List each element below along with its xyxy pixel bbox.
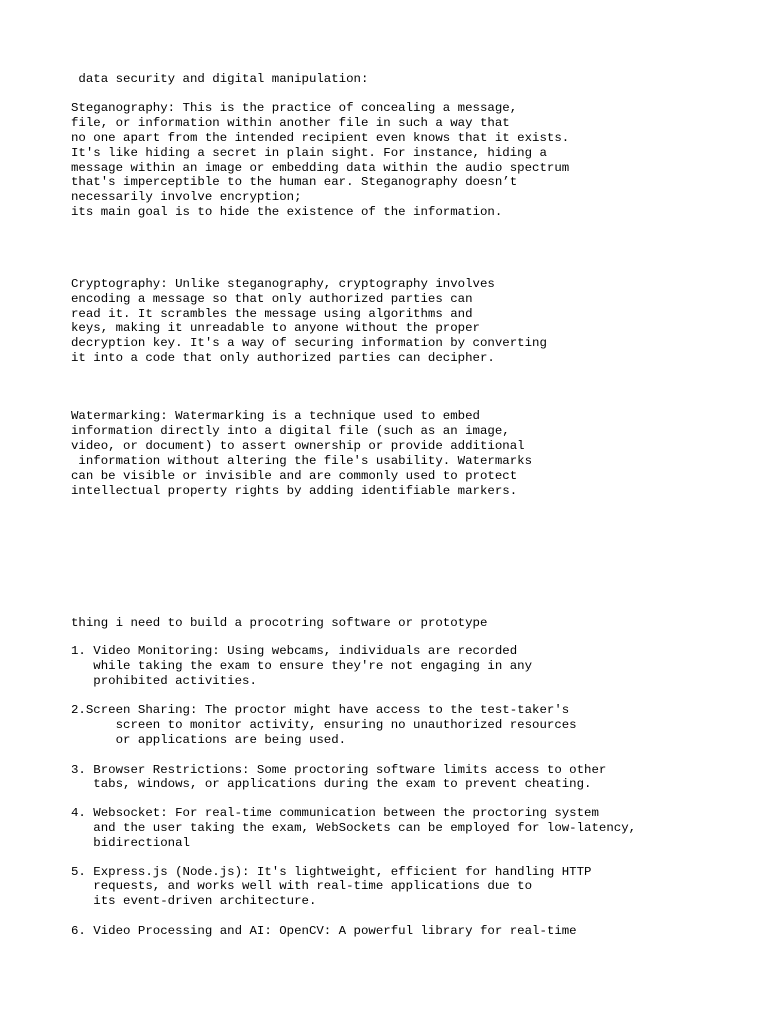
watermarking-line: video, or document) to assert ownership or provide additional <box>71 439 525 453</box>
steganography-line: no one apart from the intended recipient even knows that it exists. <box>71 131 570 145</box>
list-item-line: 2.Screen Sharing: The proctor might have access to the test-taker's <box>71 703 570 717</box>
list-item-line: 5. Express.js (Node.js): It's lightweight, efficient for handling HTTP <box>71 865 592 879</box>
proctoring-heading: thing i need to build a procotring software or prototype <box>71 616 488 630</box>
steganography-line: file, or information within another file in such a way that <box>71 116 510 130</box>
watermarking-line: information without altering the file's usability. Watermarks <box>71 454 533 468</box>
list-item-line: while taking the exam to ensure they're not engaging in any <box>71 659 533 673</box>
cryptography-line: Cryptography: Unlike steganography, cryptography involves <box>71 277 495 291</box>
list-item-line: bidirectional <box>71 836 190 850</box>
watermarking-line: intellectual property rights by adding identifiable markers. <box>71 484 518 498</box>
list-item-line: 4. Websocket: For real-time communication between the proctoring system <box>71 806 599 820</box>
list-item-line: prohibited activities. <box>71 674 257 688</box>
list-item-line: its event-driven architecture. <box>71 894 317 908</box>
cryptography-line: decryption key. It's a way of securing information by converting <box>71 336 547 350</box>
cryptography-line: read it. It scrambles the message using algorithms and <box>71 307 473 321</box>
steganography-line: its main goal is to hide the existence of the information. <box>71 205 503 219</box>
watermarking-line: Watermarking: Watermarking is a technique used to embed <box>71 409 480 423</box>
steganography-line: It's like hiding a secret in plain sight. For instance, hiding a <box>71 146 547 160</box>
watermarking-line: can be visible or invisible and are commonly used to protect <box>71 469 518 483</box>
list-item-line: tabs, windows, or applications during the exam to prevent cheating. <box>71 777 592 791</box>
steganography-line: message within an image or embedding data within the audio spectrum <box>71 161 570 175</box>
list-item-line: 6. Video Processing and AI: OpenCV: A powerful library for real-time <box>71 924 577 938</box>
cryptography-line: it into a code that only authorized parties can decipher. <box>71 351 495 365</box>
watermarking-line: information directly into a digital file (such as an image, <box>71 424 510 438</box>
list-item-line: 1. Video Monitoring: Using webcams, individuals are recorded <box>71 644 518 658</box>
cryptography-line: encoding a message so that only authorized parties can <box>71 292 473 306</box>
list-item-line: requests, and works well with real-time applications due to <box>71 879 533 893</box>
list-item-line: 3. Browser Restrictions: Some proctoring software limits access to other <box>71 763 607 777</box>
steganography-line: Steganography: This is the practice of concealing a message, <box>71 101 518 115</box>
list-item-line: and the user taking the exam, WebSockets can be employed for low-latency, <box>71 821 637 835</box>
intro-text: data security and digital manipulation: <box>71 72 369 86</box>
list-item-line: or applications are being used. <box>71 733 347 747</box>
list-item-line: screen to monitor activity, ensuring no unauthorized resources <box>71 718 577 732</box>
steganography-line: necessarily involve encryption; <box>71 190 302 204</box>
steganography-line: that's imperceptible to the human ear. Steganography doesn’t <box>71 175 518 189</box>
cryptography-line: keys, making it unreadable to anyone without the proper <box>71 321 480 335</box>
